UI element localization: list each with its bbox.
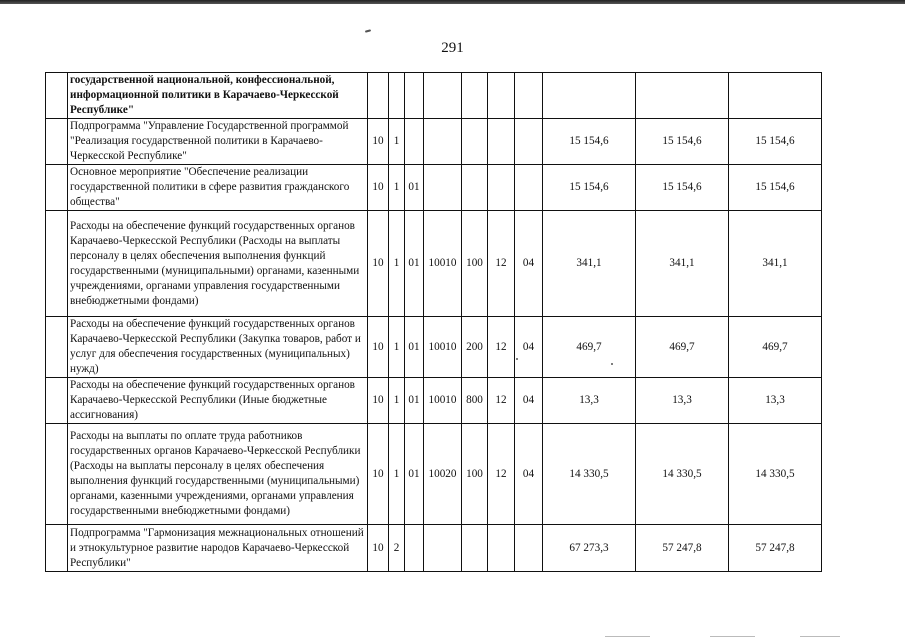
code-cell-c2: 1 bbox=[389, 165, 405, 211]
code-cell-c7 bbox=[515, 73, 543, 119]
code-cell-c1: 10 bbox=[368, 119, 389, 165]
code-cell-c3: 01 bbox=[405, 317, 424, 378]
code-cell-c4: 10010 bbox=[424, 317, 462, 378]
amount-cell-v2 bbox=[636, 73, 729, 119]
row-margin-cell bbox=[46, 525, 68, 572]
code-cell-c3 bbox=[405, 73, 424, 119]
table-row bbox=[46, 211, 822, 317]
amount-cell-v2: 14 330,5 bbox=[636, 424, 729, 525]
amount-cell-v1: 14 330,5 bbox=[543, 424, 636, 525]
code-cell-c6: 12 bbox=[488, 317, 515, 378]
code-cell-c4: 10020 bbox=[424, 424, 462, 525]
code-cell-c2: 1 bbox=[389, 317, 405, 378]
amount-cell-v2: 469,7 bbox=[636, 317, 729, 378]
code-cell-c2: 1 bbox=[389, 211, 405, 317]
page-number: 291 bbox=[441, 40, 464, 56]
item-name-cell: Подпрограмма "Управление Государственной программой "Реализация государственной политики в Карачаево-Черкесской Республике" bbox=[68, 119, 368, 165]
table-row bbox=[46, 378, 822, 424]
scan-mark bbox=[710, 636, 755, 637]
code-cell-c6 bbox=[488, 525, 515, 572]
code-cell-c5 bbox=[462, 165, 488, 211]
code-cell-c3: 01 bbox=[405, 424, 424, 525]
code-cell-c7 bbox=[515, 119, 543, 165]
amount-cell-v2: 57 247,8 bbox=[636, 525, 729, 572]
code-cell-c7 bbox=[515, 525, 543, 572]
amount-cell-v1: 67 273,3 bbox=[543, 525, 636, 572]
code-cell-c4 bbox=[424, 73, 462, 119]
amount-cell-v3: 15 154,6 bbox=[729, 165, 822, 211]
amount-cell-v3: 13,3 bbox=[729, 378, 822, 424]
amount-cell-v1: 15 154,6 bbox=[543, 165, 636, 211]
code-cell-c6: 12 bbox=[488, 211, 515, 317]
table-row bbox=[46, 73, 822, 119]
amount-cell-v3: 15 154,6 bbox=[729, 119, 822, 165]
table-body bbox=[46, 73, 822, 572]
code-cell-c3 bbox=[405, 119, 424, 165]
code-cell-c7: 04 bbox=[515, 317, 543, 378]
code-cell-c5: 100 bbox=[462, 211, 488, 317]
code-cell-c5 bbox=[462, 525, 488, 572]
code-cell-c5: 800 bbox=[462, 378, 488, 424]
code-cell-c7: 04 bbox=[515, 424, 543, 525]
code-cell-c6: 12 bbox=[488, 424, 515, 525]
amount-cell-v3: 341,1 bbox=[729, 211, 822, 317]
amount-cell-v2: 15 154,6 bbox=[636, 165, 729, 211]
amount-cell-v1 bbox=[543, 73, 636, 119]
code-cell-c7: 04 bbox=[515, 378, 543, 424]
item-name-cell: Подпрограмма "Гармонизация межнациональных отношений и этнокультурное развитие народов Карачаево-Черкесской Республики" bbox=[68, 525, 368, 572]
code-cell-c5: 200 bbox=[462, 317, 488, 378]
item-name-cell: Расходы на обеспечение функций государственных органов Карачаево-Черкесской Республики (Расходы на выплаты персоналу в целях обеспечения выполнения функций государственными (муниципальными) органами, казенными учреждениями, органами управления государственными внебюджетными фондами) bbox=[68, 211, 368, 317]
table-row bbox=[46, 525, 822, 572]
code-cell-c5 bbox=[462, 119, 488, 165]
table-row bbox=[46, 119, 822, 165]
row-margin-cell bbox=[46, 73, 68, 119]
code-cell-c4: 10010 bbox=[424, 378, 462, 424]
code-cell-c1: 10 bbox=[368, 165, 389, 211]
item-name-cell: Расходы на обеспечение функций государственных органов Карачаево-Черкесской Республики (Закупка товаров, работ и услуг для обеспечения государственных (муниципальных) нужд) bbox=[68, 317, 368, 378]
code-cell-c1 bbox=[368, 73, 389, 119]
code-cell-c7: 04 bbox=[515, 211, 543, 317]
amount-cell-v2: 13,3 bbox=[636, 378, 729, 424]
code-cell-c2: 1 bbox=[389, 378, 405, 424]
code-cell-c6: 12 bbox=[488, 378, 515, 424]
item-name-cell: Основное мероприятие "Обеспечение реализации государственной политики в сфере развития гражданского общества" bbox=[68, 165, 368, 211]
code-cell-c5 bbox=[462, 73, 488, 119]
row-margin-cell bbox=[46, 211, 68, 317]
code-cell-c6 bbox=[488, 73, 515, 119]
item-name-cell: Расходы на обеспечение функций государственных органов Карачаево-Черкесской Республики (Иные бюджетные ассигнования) bbox=[68, 378, 368, 424]
amount-cell-v1: 469,7 bbox=[543, 317, 636, 378]
budget-table bbox=[45, 72, 822, 572]
scan-mark bbox=[800, 636, 840, 637]
scan-mark bbox=[605, 636, 650, 637]
code-cell-c3: 01 bbox=[405, 165, 424, 211]
scan-edge bbox=[0, 0, 905, 4]
item-name-cell: Расходы на выплаты по оплате труда работников государственных органов Карачаево-Черкесской Республики (Расходы на выплаты персоналу в целях обеспечения выполнения функций государственными (муниципальными) органами, казенными учреждениями, органами управления государственными внебюджетными фондами) bbox=[68, 424, 368, 525]
amount-cell-v1: 341,1 bbox=[543, 211, 636, 317]
amount-cell-v3: 57 247,8 bbox=[729, 525, 822, 572]
code-cell-c2: 1 bbox=[389, 119, 405, 165]
code-cell-c4 bbox=[424, 119, 462, 165]
code-cell-c1: 10 bbox=[368, 525, 389, 572]
table-row bbox=[46, 165, 822, 211]
amount-cell-v3: 469,7 bbox=[729, 317, 822, 378]
code-cell-c3: 01 bbox=[405, 211, 424, 317]
amount-cell-v3: 14 330,5 bbox=[729, 424, 822, 525]
row-margin-cell bbox=[46, 165, 68, 211]
code-cell-c2: 1 bbox=[389, 424, 405, 525]
code-cell-c4: 10010 bbox=[424, 211, 462, 317]
code-cell-c5: 100 bbox=[462, 424, 488, 525]
row-margin-cell bbox=[46, 424, 68, 525]
item-name-cell: государственной национальной, конфессиональной, информационной политики в Карачаево-Черкесской Республике" bbox=[68, 73, 368, 119]
table-row bbox=[46, 424, 822, 525]
code-cell-c2 bbox=[389, 73, 405, 119]
amount-cell-v2: 15 154,6 bbox=[636, 119, 729, 165]
code-cell-c1: 10 bbox=[368, 424, 389, 525]
amount-cell-v3 bbox=[729, 73, 822, 119]
code-cell-c3: 01 bbox=[405, 378, 424, 424]
code-cell-c2: 2 bbox=[389, 525, 405, 572]
table-row bbox=[46, 317, 822, 378]
row-margin-cell bbox=[46, 119, 68, 165]
amount-cell-v1: 15 154,6 bbox=[543, 119, 636, 165]
code-cell-c4 bbox=[424, 165, 462, 211]
code-cell-c3 bbox=[405, 525, 424, 572]
code-cell-c1: 10 bbox=[368, 317, 389, 378]
code-cell-c6 bbox=[488, 165, 515, 211]
row-margin-cell bbox=[46, 317, 68, 378]
row-margin-cell bbox=[46, 378, 68, 424]
code-cell-c1: 10 bbox=[368, 378, 389, 424]
amount-cell-v1: 13,3 bbox=[543, 378, 636, 424]
code-cell-c4 bbox=[424, 525, 462, 572]
scan-speck bbox=[365, 29, 371, 32]
code-cell-c6 bbox=[488, 119, 515, 165]
amount-cell-v2: 341,1 bbox=[636, 211, 729, 317]
code-cell-c7 bbox=[515, 165, 543, 211]
code-cell-c1: 10 bbox=[368, 211, 389, 317]
